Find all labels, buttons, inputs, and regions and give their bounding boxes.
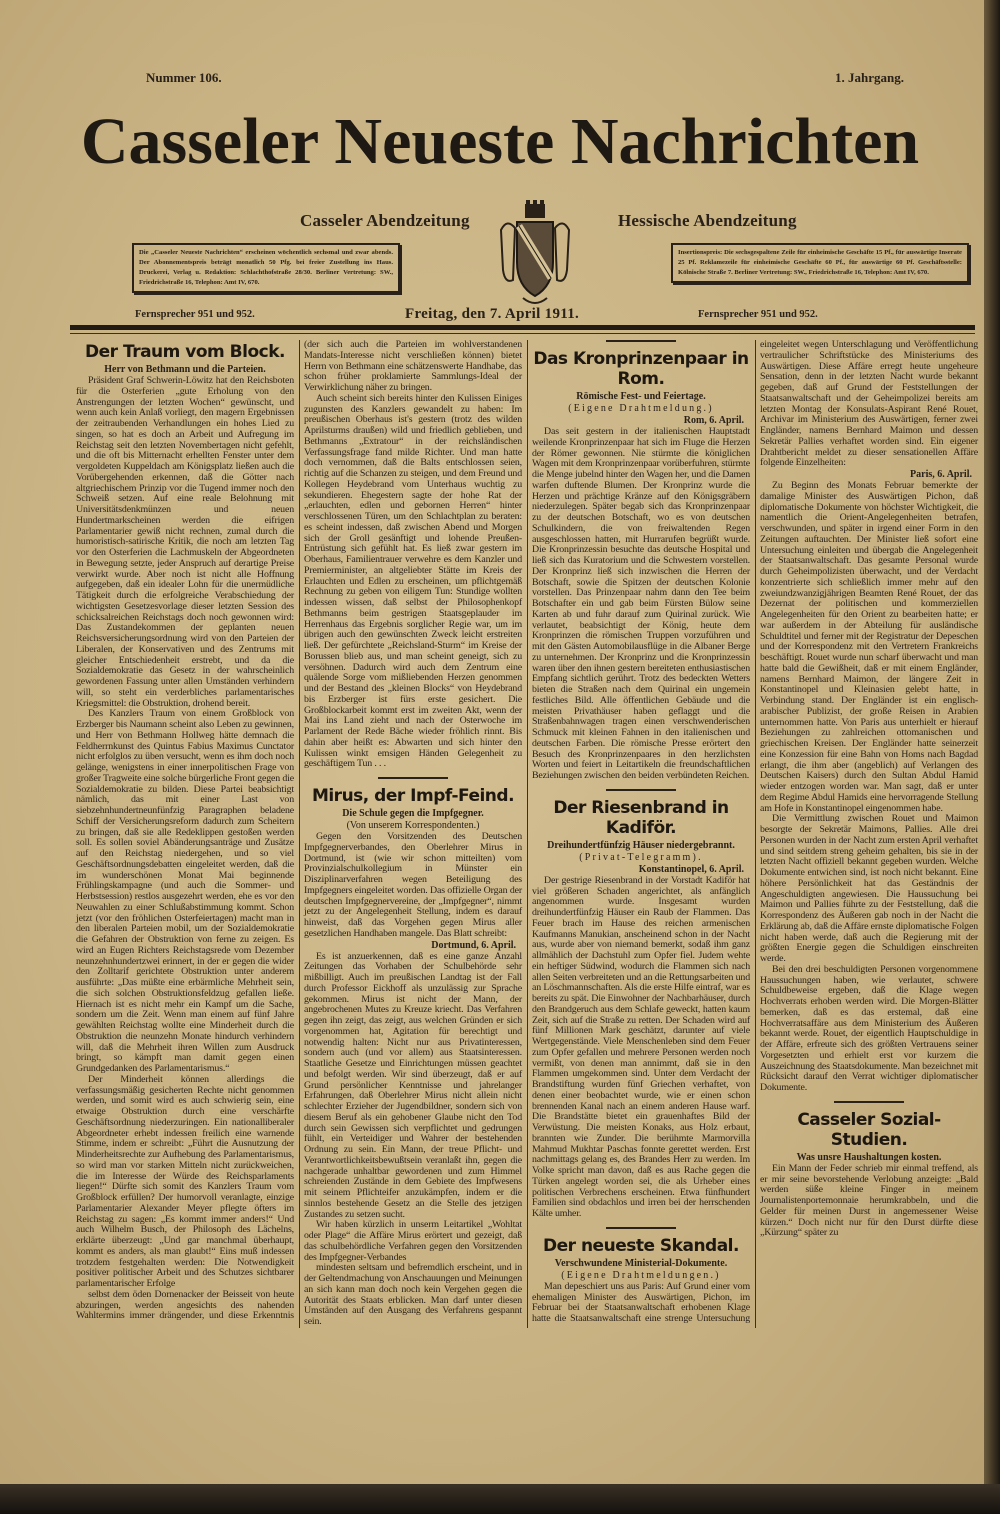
article-body [304,952,522,1264]
phone-right: Fernsprecher 951 und 952. [698,309,818,320]
article-paragraph: Wir haben kürzlich in unserm Leitartikel „Wohltat oder Plage“ die Affäre Mirus erörtert und gezeigt, daß das schulbehördliche Verfahren gegen den Vorsitzenden des Impfgegner-Verbandes [304,1219,522,1263]
article-wire-label: (Eigene Drahtmeldungen.) [561,1269,721,1281]
coat-of-arms-emblem [495,200,575,310]
masthead-rule [70,325,975,330]
newspaper-title: Casseler Neueste Nachrichten [80,105,920,178]
article-dateline: Paris, 6. April. [910,469,972,480]
article-paragraph: Präsident Graf Schwerin-Löwitz hat den Reichsboten für die Osterferien „gute Erholung von den Anstrengungen der letzten Wochen“ gewünscht, und wenn auch kein Anlaß vorliegt, den magern Ergebnissen der zeitraubenden Verhandlungen ein hohes Lied zu singen, so hat es doch an Arbeit und Aufregung im Reichstag seit den letzten Novembertagen nicht gefehlt, und die oft bis Mitternacht erhellten Fenster unter dem vergoldeten Kuppeldach am Königsplatz ließen auch die Vorübergehenden erkennen, daß die Götter nach altgriechischem Prinzip vor die Tugend immer noch den Schweiß setzen. Auf eine reale Belohnung mit Universitätsdenkmünzen und neuen Hundertmarkscheinen werden die eifrigen Parlamentarier gewiß nicht rechnen, zumal durch die humoristisch-satirische Kritik, die noch am letzten Tag vor den Osterferien die Lachmuskeln der Abgeordneten in Bewegung setzte, jeder Anspruch auf derartige Preise verwirkt wurde. Aber noch ist nicht alle Hoffnung aufgegeben, daß ein idealer Lohn für die unermüdliche Tätigkeit durch die erfolgreiche Verabschiedung der wichtigsten Gesetzesvorlage dieser letzten Session des schicksalreichen Reichstags doch noch gewonnen wird: Das Zustandekommen der geplanten neuen Reichsversicherungsordnung wird von den Parteien der Liberalen, der Konservativen und des Zentrums mit gleicher Entschiedenheit erstrebt, und da die Sozialdemokratie das Gesetz in der wahrscheinlich gewordenen Fassung unter allen Umständen verhindern will, so steht ein verderbliches parlamentarisches Kriegsmittel: die Obstruktion, drohend bereit. [76,375,294,709]
article-dateline: Konstantinopel, 6. April. [638,863,744,875]
masthead-rule-thin [70,333,975,334]
article-paragraph: Zu Beginn des Monats Februar bemerkte der damalige Minister des Auswärtigen Pichon, daß diplomatische Dokumente von höchster Wichtigkeit, die namentlich die Orient-Angelegenheiten betrafen, verschwunden, und später in irgend einer Form in den Zeitungen auftauchten. Der Minister ließ sofort eine Untersuchung einleiten und übergab die Angelegenheit der Staatsanwaltschaft. Das gesamte Personal wurde durch Geheimpolizisten überwacht, und der Verdacht konzentrierte sich schließlich immer mehr auf den zweiundzwanzigjährigen Beamten René Rouet, der das Dezernat der politischen und kommerziellen Angelegenheiten für den Orient zu bearbeiten hatte; er war außerdem in der Abteilung für ausländische Schuldtitel und ferner mit der Registratur der Depeschen und der Korrespondenz mit den Vertretern Frankreichs beschäftigt. Rouet wurde nun scharf überwacht und man hatte bald die Gewißheit, daß er mit einem Engländer, namens Bernhard Maimon, der längere Zeit in Konstantinopel und Kleinasien gelebt hatte, in Verbindung stand. Der Engländer ist ein englisch-arabischer Publizist, der große Reisen in Arabien unternommen hatte. Von Paris aus unterhielt er hierauf Beziehungen zu zahlreichen ottomanischen und griechischen Kreisen. Der Engländer hatte seinerzeit eine Konzession für eine Bahn von Homs nach Bagdad erlangt, die ihm aber (angeblich) auf Verlangen des Deutschen Kaisers) durch den Sultan Abdul Hamid wieder entzogen worden war. Man sagt, daß er unter dem Regime Abdul Hamids eine hervorragende Stellung am Hofe in Konstantinopel eingenommen habe. [760,480,978,814]
subtitle-left: Casseler Abendzeitung [300,211,470,230]
article-deck: Herr von Bethmann und die Parteien. [104,364,266,375]
article-paragraph: Gegen den Vorsitzenden des Deutschen Impfgegnerverbandes, den Oberlehrer Mirus in Dortmund, ist (wie wir schon mitteilten) vom Provinzialschulkollegium in Münster ein Disziplinarverfahren wegen Beteiligung des Impfgegners eingeleitet worden. Das offizielle Organ der deutschen Impfgegnervereine, der „Impfgegner“, nimmt jetzt zu der Angelegenheit Stellung, indem es darauf hinweist, daß das Vorgehen gegen Mirus aller gesetzlichen Handhaben mangele. Das Blatt schreibt: [304,831,522,939]
page-bottom-edge [0,1484,1000,1514]
subtitle-right: Hessische Abendzeitung [618,211,797,230]
article-mirus-impf-feind [304,786,522,1328]
article-body [304,832,522,940]
article-kronprinzenpaar-rom [532,349,750,782]
article-paragraph: Das seit gestern in der italienischen Hauptstadt weilende Kronprinzenpaar hat sich im Fluge die Herzen der Römer gewonnen. Nie stürmte die königlichen Wagen mit dem Kronprinzenpaar vorüberfuhren, stürmte die Menge jubelnd hinter den Wagen her, und die Damen warfen duftende Blumen. Der Kronprinz wurde die Herzen und prächtige Kränze auf den Königsgräbern niederzulegen. Später begab sich das Kronprinzenpaar zu der deutschen Botschaft, wo es von deutschen Schulkindern, die von freiwaltenden Regen ausgeschlossen hatten, mit Hurrarufen begrüßt wurde. Die Kronprinzessin besuchte das deutsche Hospital und ließ sich das Kuratorium und die Schwestern vorstellen. Der Kronprinz ließ sich inzwischen die Herren der Botschaft, sowie die Spitzen der deutschen Kolonie vorstellen. Das Prinzenpaar nahm dann den Tee beim Botschafter ein und gab beim Fürsten Bülow seine Karten ab und fuhr darauf zum Quirinal zurück. Wie verlautet, beabsichtigt der König, heute dem Kronprinzen die römischen Truppen vorzuführen und mit den Gästen Automobilausflüge in die Albaner Berge zu unternehmen. Der Kronprinz und die Kronprinzessin waren über den ihnen gestern bereiteten enthusiastischen Empfang sichtlich gerührt. Trotz des bedeckten Wetters bieten die Straßen nach dem Quirinal ein ungemein festliches Bild. Alle öffentlichen Gebäude und die meisten Privathäuser haben geflaggt und die Straßenbahnwagen tragen einen verschwenderischen Schmuck mit kleinen Fahnen in den italienischen und deutschen Farben. Die römische Presse erörtert den Besuch des Kronprinzenpaares in den herzlichsten Worten und feiert in Leitartikeln die freundschaftlichen Beziehungen zwischen den beiden verbündeten Reichen. [532,426,750,781]
article-paragraph: Es ist anzuerkennen, daß es eine ganze Anzahl Zeitungen das Vorhaben der Schulbehörde sehr mißbilligt. Auch im preußischen Landtag ist der Fall durch Professor Eickhoff als unzulässig zur Sprache gekommen. Mirus ist nicht der Mann, der angebrochenen Mutes zu Kreuze kriecht. Das Verfahren gegen ihn zeigt, das zeigt, aus welchen Gründen er sich vorgenommen hat, Agitation für berechtigt und notwendig halten: Nicht nur aus Privatinteressen, sondern auch (und vor allem) aus Staatsinteressen. Staatliche Gesetze und Einrichtungen müssen geachtet und befolgt werden. Wir sind überzeugt, daß er auf Grund persönlicher Kenntnisse und jahrelanger Erfahrungen, daß Oberlehrer Mirus nicht allein nicht schlechter Erzieher der Jugendbildner, sondern sich von diesem Beruf als ein gehobener Glaube nicht den Tod durch sein Gewissen sich verpflichtet und gedrungen fühlt, ein Verteidiger und Wahrer der bestehenden Ordnung zu sein. Ein Mann, der treue Pflicht- und Verantwortlichkeitsbewußtsein veranlaßt ihn, gegen die nachgerade unhaltbar gewordenen und zum Himmel schreienden Zustände in dem Gebiete des Impfwesens mit seinem Pflichteifer anzukämpfen, indem er die sinnlos bestehende Gesetz an die Stelle des jetzigen Zustandes zu setzen sucht. [304,950,522,1220]
article-separator [834,1101,904,1103]
article-riesenbrand-kadikoer [532,798,750,1220]
article-headline: Casseler Sozial-Studien. [797,1109,941,1150]
article-paragraph: Bei den drei beschuldigten Personen vorgenommene Haussuchungen haben, wie verlautet, schwere Schuldbeweise ergeben, daß die Klage wegen Hochverrats erhoben werden wird. Die Morgen-Blätter bemerken, daß es das erstemal, daß eine Hochverratsaffäre aus dem Ministerium des Äußeren bekannt werde. Rouet, der eigentlich Hauptschuldige in der Affäre, erfreute sich des größten Vertrauens seiner Vorgesetzten und erhielt erst vor kurzem die Auszeichnung des Staatsdokumente. Man bezeichnet mit Rücksicht darauf den Verrat wichtiger diplomatischer Dokumente. [760,963,978,1093]
article-headline: Der Traum vom Block. [85,342,285,362]
article-headline: Mirus, der Impf-Feind. [311,786,515,806]
issue-number: Nummer 106. [146,70,222,85]
article-paragraph: Der Minderheit können allerdings die verfassungsmäßig gesicherten Rechte nicht genommen werden, und somit wird es auch schwierig sein, eine etwaige Obstruktion durch eine verschärfte Geschäftsordnung niederzuringen. Ein nationalliberaler Abgeordneter erhebt indessen freilich eine warnende Stimme, indem er schreibt: „Führt die Ausnutzung der Minderheitsrechte zur Aufhebung des Parlamentarismus, so wird man vor starken Mitteln nicht zurückweichen, die im Interesse der Würde des Reichsparlaments liegen!“ Dürfte sich somit des Kanzlers Traum vom Großblock erfüllen? Der humorvoll veranlagte, einzige Parlamentarier Alexander Meyer pflegte öfters im Reichstag zu sagen: „Es kommt immer anders!“ Und auch Wilhelm Busch, der Philosoph des Lächelns, erklärte überzeugt: „Und gar manchmal überhaupt, kommt es anders, als man glaubt!“ Eins muß indessen trotzdem festgehalten werden: Die Notwendigkeit positiver politischer Arbeit und des Schutzes sichtbarer parlamentarischer Erfolge [76,1073,294,1289]
article-body [532,876,750,1220]
subscription-info-box: Die „Casseler Neueste Nachrichten“ erscheinen wöchentlich sechsmal und zwar abends. Der Abonnementspreis beträgt monatlich 50 Pfg. bei freier Zustellung ins Haus. Druckerei, Verlag u. Redaktion: Schlachthofstraße 28/30. Berliner Vertretung: SW., Friedrichstraße 16, Telephon: Amt IV, 670. [132,243,400,293]
phone-left: Fernsprecher 951 und 952. [135,309,255,320]
article-headline: Das Kronprinzenpaar in Rom. [533,349,749,389]
advertising-info-box: Insertionspreis: Die sechsgespaltene Zeile für einheimische Geschäfte 15 Pf., für auswärtige Inserate 25 Pf. Reklamezeile für einheimische Geschäfte 60 Pf., für auswärtige 60 Pf. Geschäftsstelle: Kölnische Straße 7. Berliner Vertretung: SW., Friedrichstraße 16, Telephon: Amt IV, 670. [671,243,969,283]
news-columns [76,340,978,1368]
article-body [532,427,750,782]
article-paragraph: Die Vermittlung zwischen Rouet und Maimon besorgte der Sekretär Maimons, Pallies. Alle drei Personen wurden in der Nacht zum ersten April verhaftet und sind seitdem streng geheim gehalten, bis sie in der letzten Nacht offiziell bekannt gegeben wurden. Welche Dokumente entwichen sind, ist noch nicht bekannt. Eine höhere Persönlichkeit hat das Geständnis der Angeschuldigten angewiesen. Die Haussuchung bei Maimon und Pallies führte zu der Feststellung, daß die Korrespondenz des Äußeren gab noch in der Nacht die Erklärung ab, daß die Affäre ernste diplomatische Folgen nicht haben werde, daß auch die Regierung mit der größten Energie gegen die Schuldigen einschreiten werde. [760,813,978,964]
article-deck: Dreihundertfünfzig Häuser niedergebrannt. [547,839,735,851]
article-sozial-studien [760,1110,978,1239]
article-paragraph: Ein Mann der Feder schrieb mir einmal treffend, als er mir seine bevorstehende Verlobung anzeigte: „Bald werden süße kleine Finger in meinem Journalistenportemonnaie herumkrabbeln, und die Gelder für meinen Durst in angemessener Weise kürzen.“ Doch nicht nur für den Durst dürfte diese „Kürzung“ später zu [760,1162,978,1239]
article-deck: Die Schule gegen die Impfgegner. [342,808,484,819]
article-separator [606,1227,676,1229]
article-deck: Römische Fest- und Feiertage. [576,391,706,402]
article-headline: Der neueste Skandal. [543,1235,739,1256]
article-separator [606,789,676,791]
article-separator [378,777,448,779]
article-paragraph: Man depeschiert uns aus Paris: Auf Grund einer vom ehemaligen Minister des Auswärtigen, Pichon, im Februar bei der Staatsanwaltschaft erhobenen Klage hatte die Staatsanwaltschaft eine strenge Untersuchung eingeleitet wegen Unterschlagung und Veröffentlichung vertraulicher Schriftstücke des Ministeriums des Auswärtigen. Diese Affäre erregt heute ungeheure Sensation, denn in der letzten Nacht wurde bekannt gegeben, daß auf Grund der Feststellungen der Staatsanwaltschaft und der Geheimpolizei bereits am letzten Montag der Konsulats-Aspirant René Rouet, Archivar im Ministerium des Auswärtigen, ferner zwei Engländer, namens Bernhard Maimon und dessen Sekretär Pallies verhaftet worden sind. Ein eigener Drahtbericht meldet zu dieser sensationellen Affäre folgende Einzelheiten: [532,339,978,1324]
volume-label: 1. Jahrgang. [835,70,904,85]
article-wire-label: (Privat-Telegramm). [579,851,703,863]
article-paragraph: selbst dem öden Dornenacker der Beisseit von heute abzuringen, werden angesichts des nahenden Wahltermins immer drängender, und diese Erkenntnis (der sich auch die Parteien im wohlverstandenen Mandats-Interesse nicht verschließen können) bietet Herrn von Bethmann eine schätzenswerte Handhabe, das schon früher proklamierte Sammlungs-Ideal der Verwirklichung näher zu bringen. [76,339,522,1322]
article-body [760,481,978,1094]
article-deck: Was unsre Haushaltungen kosten. [796,1151,942,1163]
article-paragraph: Auch scheint sich bereits hinter den Kulissen Einiges zugunsten des Kanzlers gewandelt zu haben: Im preußischen Oberhaus ist's gestern (trotz des wilden Aprilsturms draußen) wild und friedlich geblieben, und Bethmanns „Extratour“ in der reichsländischen Verfassungsfrage fand milde Richter. Und man hatte doch vernommen, daß die Balts entschlossen seien, richtig auf die Schanzen zu steigen, und dem Freund und Kollegen Heydebrand vom Unterhaus wuchtig zu sekundieren. Ehegestern sagte der hohe Rat der „erlauchten, edlen und gebornen Herren“ hinter verschlossenen Türen, um den Schlachtplan zu beraten: es scheint indessen, daß zwischen Abend und Morgen sich der Groll gesänftigt und lohende Preußen-Entrüstung sich gefühlt hat. Es ließ zwar gestern im Oberhaus, Familientrauer verwehre es dem Kanzler und Premierminister, an altgeliebter Stätte im Kreis der Erlauchten und Edlen zu erscheinen, um pflichtgemäß Rechnung zu geben von eiligem Tun: Stundige wollten indessen wissen, daß selbst der Philosophenkopf Bethmanns beim gestrigen Staatsgeplauder im Herrenhaus das Ergebnis sorglicher Regie war, um im übrigen auch den gewünschten Zweck leicht erstreiten ließ. Der gefürchtete „Reichsland-Sturm“ im Kreise der Borussen blieb aus, und man scheint geneigt, sich zu versöhnen. Dadurch wird auch dem Zentrum eine quälende Sorge vom mißliebenden Herzen genommen und der Bestand des „kleinen Blocks“ von Heydebrand bis Erzberger ist fürs erste gesichert. Die Großblockarbeit kommt erst im zweiten Akt, wenn der Mai ins Land zieht und nach der Osterwoche im Parlament der Rede Bäche wieder fröhlich rinnt. Bis dahin aber heißt es: Abwarten und sich hinter den Kulissen winkt emsigen Händen Gelegenheit zu geschäftigem Tun . . . [304,392,522,770]
article-dateline: Rom, 6. April. [683,415,744,426]
article-paragraph: Des Kanzlers Traum von einem Großblock von Erzberger bis Naumann scheint also Leben zu gewinnen, und Herr von Bethmann Hollweg hätte demnach die Feldherrnkunst des Quintus Fabius Maximus Cunctator nicht erfolglos zu üben versucht, wenn es ihm doch noch gelänge, wenigstens in einer innerpolitischen Frage von großer Tragweite eine solche bürgerliche Front gegen die Sozialdemokratie zu bilden. Diese Partei beabsichtigt nämlich, das mit einer Last von siebzehnhundertneunfünfzig Paragraphen beladene Schiff der Versicherungsreform dadurch zum Scheitern zu bringen, daß sie alle Redeklippen gestoßen werden soll. Es sollen soviel Abänderungsanträge und Zusätze auf den Reichstag niedergehen, und so viel Geschäftsordnungsdebatten eingeleitet werden, daß die im wunderschönen Monat Mai beginnende Frühlingskampagne (und auch die Sommer- und Herbstsession) restlos ausgezehrt werden, ehe es vor den Neuwahlen zu einer Schlußabstimmung kommt. Schon jetzt (vor den fröhlichen Osterfeiertagen) macht man in den liberalen Parteien mobil, um der Sozialdemokratie die Gefahren der Obstruktion von ferne zu zeigen. Es wird an Eugen Richters Reichstagsrede vom Dezember neunzehnhundertzwei erinnert, in der er gegen die wider den Zolltarif gerichtete Obstruktion unter anderem ausführte: „Das müßte eine erbärmliche Mehrheit sein, die sich solchen Obstruktionsfeldzug gefallen ließe. Hiernach ist es nicht mehr ein Kampf um die Sache, sondern um die Zeit. Wenn man einem auf fünf Jahre gewählten Reichstag wollte eine Minderheit durch die Obstruktion die neunzehn Monate hindurch verhindern will, daß die Mehrheit ihren Willen zum Ausdruck bringt, so kämpft man damit gegen einen Grundgedanken des Parlamentarismus.“ [76,708,294,1074]
issue-date: Freitag, den 7. April 1911. [405,306,580,322]
article-dateline: Dortmund, 6. April. [431,939,516,951]
article-paragraph: mindesten seltsam und befremdlich erscheint, und in der Geltendmachung von Anschauungen und Meinungen an sich kann man doch noch kein Vergehen gegen die Autorität des Staats erblicken. Man darf unter diesen Umständen auf den Ausgang des Verfahrens gespannt sein. [304,1262,522,1327]
article-paragraph: Der gestrige Riesenbrand in der Vorstadt Kadiför hat viel größeren Schaden angerichtet, als anfänglich angenommen wurde. Insgesamt wurden dreihundertfünfzig Häuser ein Raub der Flammen. Das Feuer brach im Hause des reichen armenischen Kaufmanns Manukian, anscheinend schon in der Nacht aus, wurde aber von niemand bemerkt, sodaß ihm ganz allmählich der Dachstuhl zum Opfer fiel. Judem wehte ein heftiger Südwind, wodurch die Flammen sich nach allen Seiten verbreiteten und an die Rettungsarbeiten und an Löschmannschaften. Als die erste Hilfe eintraf, war es bereits zu spät. Die Einwohner der Nachbarhäuser, durch den Brandgeruch aus dem Schlafe geweckt, hatten kaum Zeit, sich auf die Straße zu retten. Der Schaden wird auf fünf Millionen Mark geschätzt, darunter auf viele Wertgegenstände. Viele Menschenleben sind dem Feuer zum Opfer gefallen und mehrere Personen werden noch vermißt, von denen man annimmt, daß sie in den Flammen umgekommen sind. Unter dem Verdacht der Brandstiftung wurden fünf Griechen verhaftet, von denen einer beobachtet wurde, wie er einen schon brennenden Kanal nach an einem anderen Hause warf. Die Brandstätte bietet ein grauenhaftes Bild der Verwüstung. Die meisten Konaks, aus Holz erbaut, brannten wie Zunder. Die berühmte Marmorvilla Mahmud Mukhtar Paschas fonnte gerettet werden. Erst nachmittags gelang es, des Brandes Herr zu werden. Im Volke spricht man davon, daß es aus Rache gegen die Türken angelegt worden sei, die als Urheber eines politischen Verbrechens erscheinen. Etwa fünfhundert Familien sind obdachlos und irren bei der herrschenden Kälte umher. [532,874,750,1219]
article-byline: (Von unserem Korrespondenten.) [346,820,480,831]
article-body [760,1164,978,1239]
page-edge-shadow [984,0,1000,1514]
article-headline: Der Riesenbrand in Kadiför. [553,797,729,838]
article-wire-label: (Eigene Drahtmeldung.) [568,403,714,414]
article-body-continued [304,1263,522,1328]
article-separator [606,340,676,342]
article-deck: Verschwundene Ministerial-Dokumente. [554,1257,728,1269]
